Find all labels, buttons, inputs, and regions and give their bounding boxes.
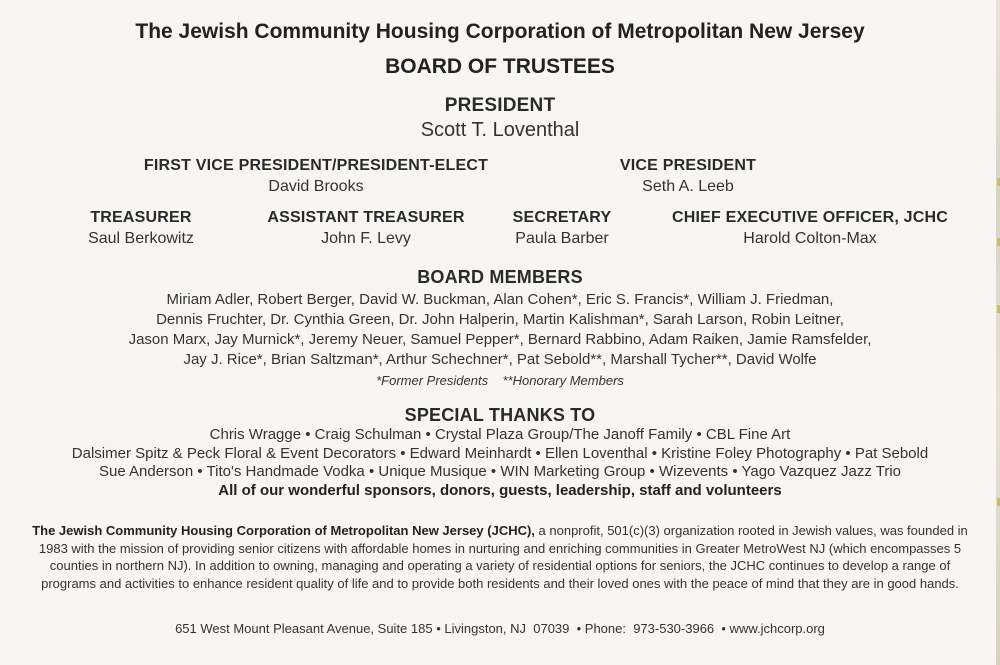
board-members-line: Miriam Adler, Robert Berger, David W. Buckman, Alan Cohen*, Eric S. Francis*, William J. Friedman, — [166, 291, 834, 308]
board-members-line: Jay J. Rice*, Brian Saltzman*, Arthur Schechner*, Pat Sebold**, Marshall Tycher**, David Wolfe — [183, 351, 817, 368]
special-thanks-heading: SPECIAL THANKS TO — [404, 405, 596, 425]
special-thanks-line: Dalsimer Spitz & Peck Floral & Event Decorators • Edward Meinhardt • Ellen Loventhal • Kristine Foley Photography • Pat Sebold — [71, 444, 929, 462]
vice-president-name: Seth A. Leeb — [642, 178, 734, 195]
board-members-footnote: *Former Presidents **Honorary Members — [376, 373, 624, 388]
assistant-treasurer-name: John F. Levy — [321, 230, 411, 247]
president-name: Scott T. Loventhal — [420, 119, 580, 141]
treasurer-title: TREASURER — [90, 209, 192, 226]
special-thanks-closing: All of our wonderful sponsors, donors, guests, leadership, staff and volunteers — [218, 481, 782, 499]
ceo-name: Harold Colton-Max — [743, 230, 877, 247]
treasurer — [60, 209, 222, 248]
about-organization-name: The Jewish Community Housing Corporation of Metropolitan New Jersey (JCHC), — [32, 523, 535, 538]
special-thanks-line: Chris Wragge • Craig Schulman • Crystal Plaza Group/The Janoff Family • CBL Fine Art — [209, 426, 791, 443]
ceo-title: CHIEF EXECUTIVE OFFICER, JCHC — [671, 209, 949, 226]
about-paragraph — [22, 522, 978, 592]
contact-line: 651 West Mount Pleasant Avenue, Suite 185 • Livingston, NJ 07039 • Phone: 973-530-3966 • www.jchcorp.org — [175, 621, 825, 636]
assistant-treasurer-title: ASSISTANT TREASURER — [267, 209, 465, 226]
president-title: PRESIDENT — [444, 95, 556, 116]
special-thanks-line: Sue Anderson • Tito's Handmade Vodka • Unique Musique • WIN Marketing Group • Wizevents • Yago Vazquez Jazz Trio — [98, 463, 902, 480]
first-vice-president-title: FIRST VICE PRESIDENT/PRESIDENT-ELECT — [143, 157, 489, 174]
board-members-line: Jason Marx, Jay Murnick*, Jeremy Neuer, Samuel Pepper*, Bernard Rabbino, Adam Raiken, Jamie Ramsfelder, — [128, 331, 872, 348]
page-edge — [996, 0, 1000, 665]
board-title: BOARD OF TRUSTEES — [385, 55, 615, 78]
assistant-treasurer — [258, 209, 474, 248]
secretary — [492, 209, 632, 248]
secretary-name: Paula Barber — [515, 230, 609, 247]
vice-president-title: VICE PRESIDENT — [619, 157, 757, 174]
chief-executive-officer — [662, 209, 958, 248]
about-text: a nonprofit, 501(c)(3) organization rooted in Jewish values, was founded in 1983 with the mission of providing senior citizens with affordable homes in nurturing and enriching communities in Greater MetroWest NJ (which encompasses 5 counties in northern NJ). In addition to owning, managing and operating a variety of residential options for seniors, the JCHC continues to develop a range of programs and activities to enhance resident quality of life and to provide both residents and their loved ones with the peace of mind that they are in good hands. — [38, 523, 968, 591]
board-members-line: Dennis Fruchter, Dr. Cynthia Green, Dr. John Halperin, Martin Kalishman*, Sarah Larson, Robin Leitner, — [156, 311, 844, 328]
treasurer-name: Saul Berkowitz — [88, 230, 194, 247]
first-vice-president — [140, 157, 492, 196]
secretary-title: SECRETARY — [512, 209, 612, 226]
board-members-heading: BOARD MEMBERS — [417, 267, 583, 287]
first-vice-president-name: David Brooks — [268, 178, 364, 195]
organization-title: The Jewish Community Housing Corporation of Metropolitan New Jersey — [135, 20, 865, 43]
vice-president — [588, 157, 788, 196]
board-members-list — [0, 290, 1000, 370]
special-thanks-list — [0, 426, 1000, 500]
